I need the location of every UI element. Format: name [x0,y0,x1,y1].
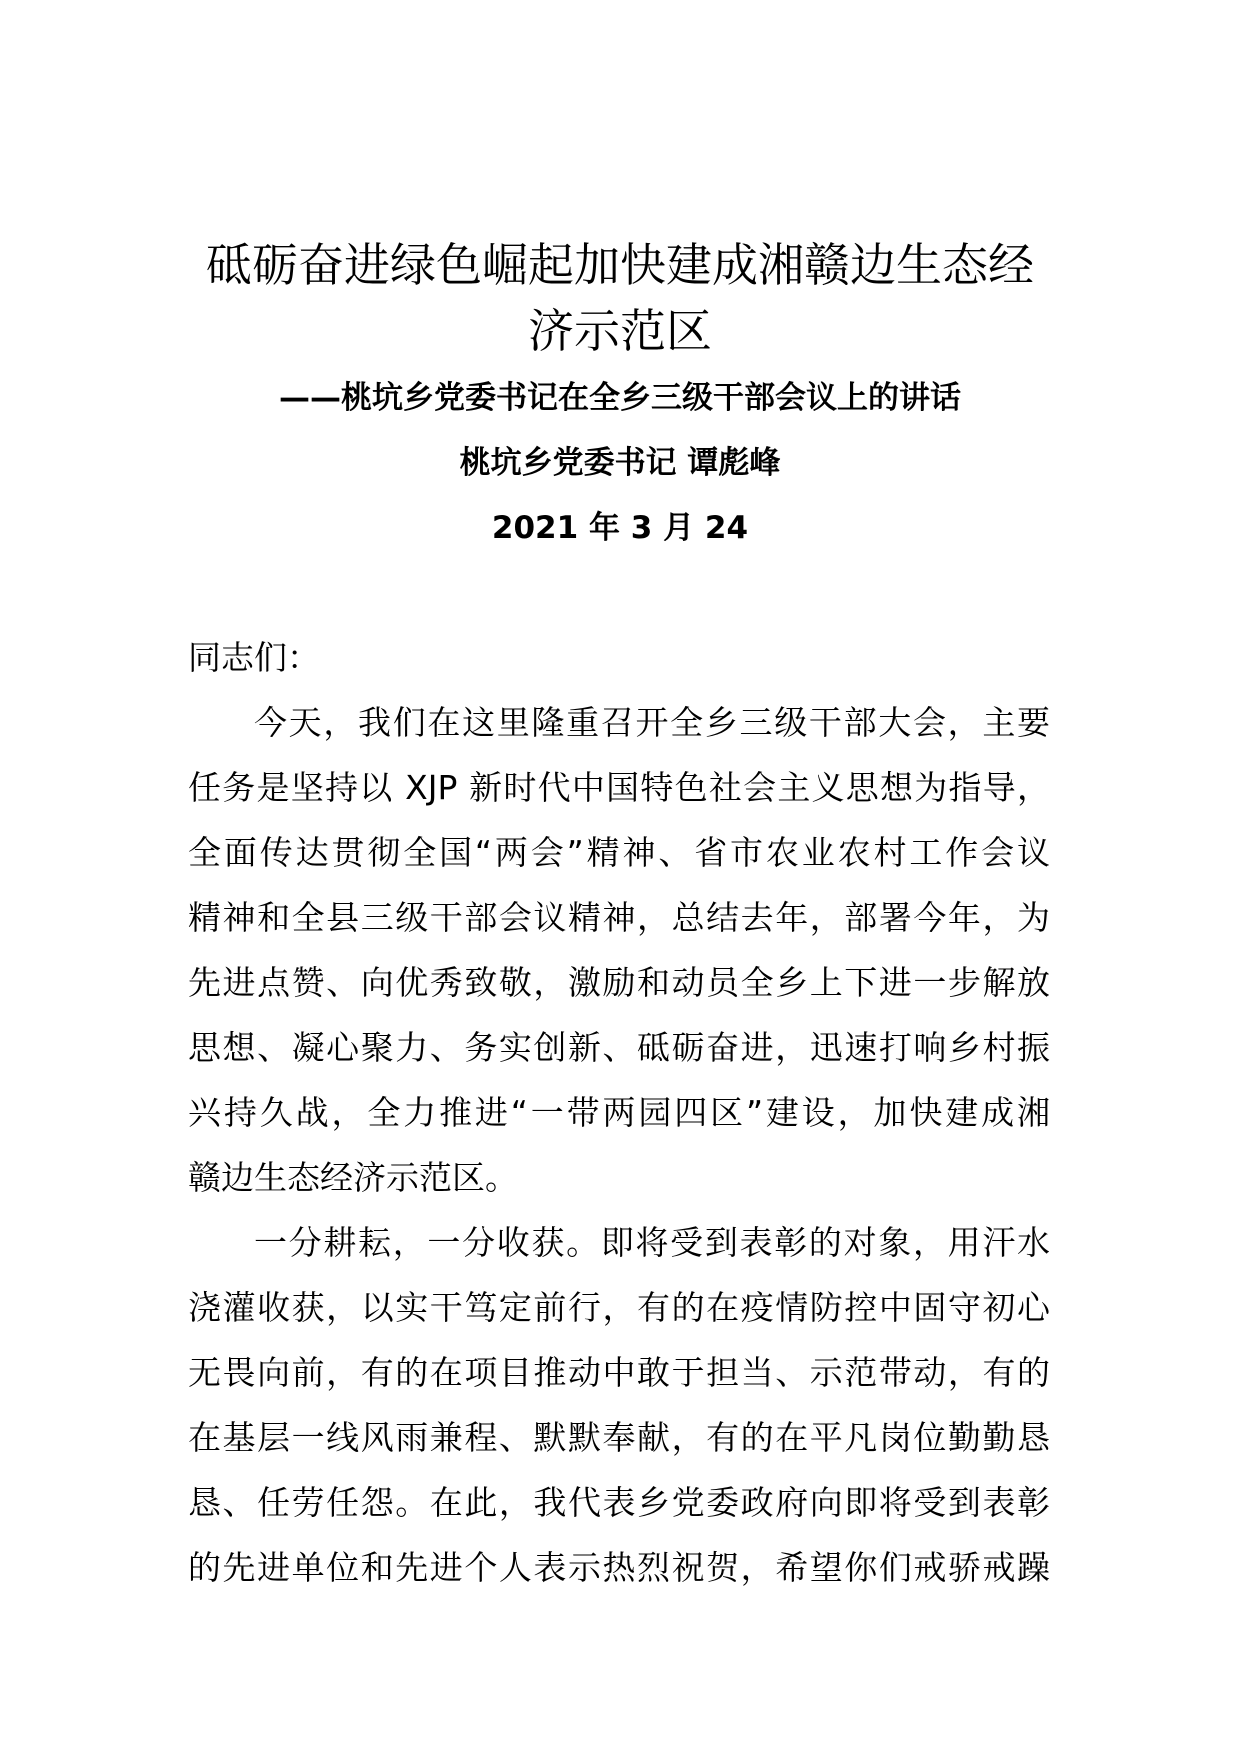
paragraph-line: 先进点赞、向优秀致敬，激励和动员全乡上下进一步解放 [188,963,1050,1002]
paragraph-line: 思想、凝心聚力、务实创新、砥砺奋进，迅速打响乡村振 [188,1028,1050,1067]
paragraph-line: 今天，我们在这里隆重召开全乡三级干部大会，主要 [254,703,1050,742]
document-author: 桃坑乡党委书记 谭彪峰 [459,445,781,481]
title-line: 砥砺奋进绿色崛起加快建成湘赣边生态经 [206,238,1034,292]
document-body [188,625,1050,1600]
paragraph-line: 无畏向前，有的在项目推动中敢于担当、示范带动，有的 [188,1353,1050,1392]
paragraph-line: 任务是坚持以 XJP 新时代中国特色社会主义思想为指导， [188,768,1050,807]
document-date: 2021 年 3 月 24 [491,510,749,546]
paragraph-line: 恳、任劳任怨。在此，我代表乡党委政府向即将受到表彰 [188,1483,1050,1522]
title-line: 济示范区 [528,304,712,358]
paragraph-2 [188,1210,1050,1600]
paragraph-line: 一分耕耘，一分收获。即将受到表彰的对象，用汗水 [254,1223,1050,1262]
document-title [150,232,1090,364]
paragraph-line: 精神和全县三级干部会议精神，总结去年，部署今年，为 [188,898,1050,937]
paragraph-1 [188,690,1050,1210]
paragraph-line: 浇灌收获，以实干笃定前行，有的在疫情防控中固守初心 [188,1288,1050,1327]
salutation: 同志们： [188,638,320,677]
document-subtitle: ——桃坑乡党委书记在全乡三级干部会议上的讲话 [279,380,961,416]
paragraph-line: 全面传达贯彻全国“两会”精神、省市农业农村工作会议 [188,833,1050,872]
paragraph-line: 的先进单位和先进个人表示热烈祝贺，希望你们戒骄戒躁 [188,1548,1050,1587]
paragraph-line: 在基层一线风雨兼程、默默奉献，有的在平凡岗位勤勤恳 [188,1418,1050,1457]
paragraph-line: 赣边生态经济示范区。 [188,1158,518,1197]
paragraph-line: 兴持久战，全力推进“一带两园四区”建设，加快建成湘 [188,1093,1050,1132]
